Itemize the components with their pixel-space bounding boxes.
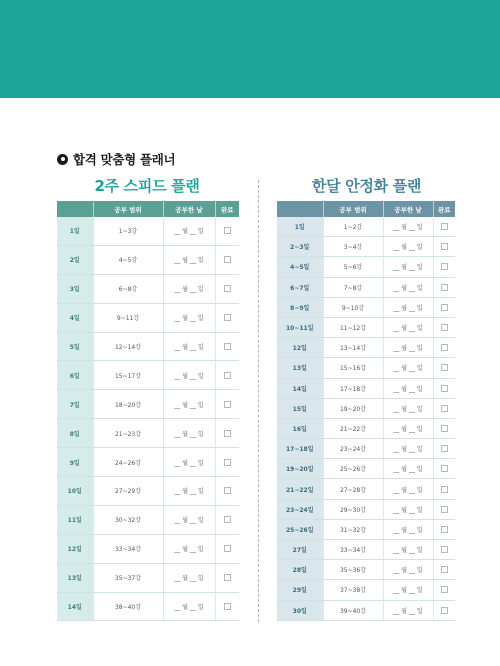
- range-cell: 21~23강: [93, 419, 163, 448]
- table-row: [57, 563, 239, 592]
- table-row: [277, 418, 455, 438]
- done-cell[interactable]: [215, 217, 239, 245]
- day-cell: 2~3일: [277, 237, 323, 257]
- range-cell: 17~18강: [323, 378, 383, 398]
- table-header-row: [277, 201, 455, 217]
- table-row: [277, 519, 455, 539]
- day-cell: 14일: [277, 378, 323, 398]
- table-header-row: [57, 201, 239, 217]
- range-cell: 18~20강: [93, 390, 163, 419]
- completion-checkbox[interactable]: [441, 385, 448, 392]
- completion-checkbox[interactable]: [224, 314, 231, 321]
- date-cell[interactable]: __ 월 __ 일: [383, 317, 433, 337]
- col-done-header: 완료: [215, 201, 239, 217]
- completion-checkbox[interactable]: [224, 430, 231, 437]
- range-cell: 3~4강: [323, 237, 383, 257]
- table-row: [277, 600, 455, 620]
- done-cell[interactable]: [433, 358, 455, 378]
- table-row: [277, 217, 455, 237]
- day-cell: 5일: [57, 332, 93, 361]
- table-row: [277, 398, 455, 418]
- table-row: [277, 338, 455, 358]
- table-row: [277, 499, 455, 519]
- day-cell: 13일: [57, 563, 93, 592]
- completion-checkbox[interactable]: [441, 425, 448, 432]
- completion-checkbox[interactable]: [441, 566, 448, 573]
- day-cell: 29일: [277, 580, 323, 600]
- table-row: [277, 479, 455, 499]
- done-cell[interactable]: [215, 332, 239, 361]
- date-cell[interactable]: __ 월 __ 일: [163, 303, 215, 332]
- completion-checkbox[interactable]: [441, 607, 448, 614]
- done-cell[interactable]: [215, 245, 239, 274]
- date-cell[interactable]: __ 월 __ 일: [383, 600, 433, 620]
- day-cell: 27일: [277, 540, 323, 560]
- done-cell[interactable]: [433, 439, 455, 459]
- date-cell[interactable]: __ 월 __ 일: [163, 505, 215, 534]
- date-cell[interactable]: __ 월 __ 일: [383, 398, 433, 418]
- done-cell[interactable]: [433, 257, 455, 277]
- col-range-header: 공부 범위: [93, 201, 163, 217]
- range-cell: 9~11강: [93, 303, 163, 332]
- col-done-header: 완료: [433, 201, 455, 217]
- completion-checkbox[interactable]: [224, 603, 231, 610]
- table-row: [57, 217, 239, 245]
- range-cell: 33~34강: [323, 540, 383, 560]
- table-row: [57, 534, 239, 563]
- completion-checkbox[interactable]: [441, 506, 448, 513]
- completion-checkbox[interactable]: [224, 487, 231, 494]
- day-cell: 6일: [57, 361, 93, 390]
- completion-checkbox[interactable]: [224, 545, 231, 552]
- day-cell: 23~24일: [277, 499, 323, 519]
- completion-checkbox[interactable]: [441, 405, 448, 412]
- range-cell: 31~32강: [323, 519, 383, 539]
- done-cell[interactable]: [433, 540, 455, 560]
- date-cell[interactable]: __ 월 __ 일: [383, 519, 433, 539]
- completion-checkbox[interactable]: [441, 304, 448, 311]
- range-cell: 35~37강: [93, 563, 163, 592]
- range-cell: 12~14강: [93, 332, 163, 361]
- section-title: 합격 맞춤형 플래너: [73, 152, 176, 167]
- table-row: [277, 378, 455, 398]
- table-row: [57, 505, 239, 534]
- done-cell[interactable]: [215, 592, 239, 621]
- table-row: [277, 237, 455, 257]
- range-cell: 19~20강: [323, 398, 383, 418]
- range-cell: 25~26강: [323, 459, 383, 479]
- done-cell[interactable]: [215, 534, 239, 563]
- table-row: [277, 257, 455, 277]
- done-cell[interactable]: [215, 361, 239, 390]
- done-cell[interactable]: [433, 338, 455, 358]
- range-cell: 6~8강: [93, 274, 163, 303]
- completion-checkbox[interactable]: [441, 223, 448, 230]
- date-cell[interactable]: __ 월 __ 일: [163, 534, 215, 563]
- header-band: [0, 0, 500, 98]
- table-row: [277, 540, 455, 560]
- col-date-header: 공부한 날: [163, 201, 215, 217]
- day-cell: 30일: [277, 600, 323, 620]
- completion-checkbox[interactable]: [441, 445, 448, 452]
- day-cell: 12일: [277, 338, 323, 358]
- completion-checkbox[interactable]: [224, 516, 231, 523]
- day-cell: 28일: [277, 560, 323, 580]
- day-cell: 10~11일: [277, 317, 323, 337]
- completion-checkbox[interactable]: [441, 344, 448, 351]
- day-cell: 8~9일: [277, 297, 323, 317]
- completion-checkbox[interactable]: [224, 285, 231, 292]
- range-cell: 33~34강: [93, 534, 163, 563]
- range-cell: 13~14강: [323, 338, 383, 358]
- done-cell[interactable]: [215, 477, 239, 506]
- done-cell[interactable]: [433, 237, 455, 257]
- table-row: [57, 448, 239, 477]
- range-cell: 27~28강: [323, 479, 383, 499]
- date-cell[interactable]: __ 월 __ 일: [383, 217, 433, 237]
- range-cell: 39~40강: [323, 600, 383, 620]
- table-row: [57, 361, 239, 390]
- done-cell[interactable]: [215, 390, 239, 419]
- done-cell[interactable]: [433, 317, 455, 337]
- done-cell[interactable]: [433, 418, 455, 438]
- table-row: [57, 332, 239, 361]
- done-cell[interactable]: [215, 274, 239, 303]
- day-cell: 9일: [57, 448, 93, 477]
- table-row: [57, 477, 239, 506]
- date-cell[interactable]: __ 월 __ 일: [163, 245, 215, 274]
- col-day-header: [277, 201, 323, 217]
- day-cell: 19~20일: [277, 459, 323, 479]
- range-cell: 15~17강: [93, 361, 163, 390]
- col-date-header: 공부한 날: [383, 201, 433, 217]
- range-cell: 29~30강: [323, 499, 383, 519]
- two-week-plan-table: [57, 201, 239, 621]
- done-cell[interactable]: [433, 277, 455, 297]
- day-cell: 2일: [57, 245, 93, 274]
- day-cell: 21~22일: [277, 479, 323, 499]
- done-cell[interactable]: [215, 505, 239, 534]
- section-heading: [57, 150, 175, 168]
- col-range-header: 공부 범위: [323, 201, 383, 217]
- date-cell[interactable]: __ 월 __ 일: [383, 499, 433, 519]
- completion-checkbox[interactable]: [441, 526, 448, 533]
- done-cell[interactable]: [433, 398, 455, 418]
- day-cell: 7일: [57, 390, 93, 419]
- table-row: [277, 459, 455, 479]
- done-cell[interactable]: [215, 448, 239, 477]
- table-row: [57, 419, 239, 448]
- range-cell: 1~3강: [93, 217, 163, 245]
- completion-checkbox[interactable]: [441, 486, 448, 493]
- date-cell[interactable]: __ 월 __ 일: [383, 338, 433, 358]
- date-cell[interactable]: __ 월 __ 일: [383, 378, 433, 398]
- day-cell: 6~7일: [277, 277, 323, 297]
- completion-checkbox[interactable]: [224, 372, 231, 379]
- range-cell: 30~32강: [93, 505, 163, 534]
- completion-checkbox[interactable]: [224, 227, 231, 234]
- table-row: [57, 390, 239, 419]
- done-cell[interactable]: [433, 378, 455, 398]
- completion-checkbox[interactable]: [441, 324, 448, 331]
- range-cell: 35~36강: [323, 560, 383, 580]
- done-cell[interactable]: [433, 499, 455, 519]
- range-cell: 5~6강: [323, 257, 383, 277]
- day-cell: 10일: [57, 477, 93, 506]
- completion-checkbox[interactable]: [441, 263, 448, 270]
- table-row: [277, 317, 455, 337]
- day-cell: 8일: [57, 419, 93, 448]
- completion-checkbox[interactable]: [441, 364, 448, 371]
- day-cell: 15일: [277, 398, 323, 418]
- range-cell: 37~38강: [323, 580, 383, 600]
- dashed-divider: [258, 180, 259, 622]
- range-cell: 27~29강: [93, 477, 163, 506]
- day-cell: 11일: [57, 505, 93, 534]
- date-cell[interactable]: __ 월 __ 일: [383, 459, 433, 479]
- done-cell[interactable]: [433, 519, 455, 539]
- range-cell: 11~12강: [323, 317, 383, 337]
- table-row: [57, 274, 239, 303]
- done-cell[interactable]: [215, 303, 239, 332]
- day-cell: 3일: [57, 274, 93, 303]
- date-cell[interactable]: __ 월 __ 일: [383, 540, 433, 560]
- date-cell[interactable]: __ 월 __ 일: [163, 563, 215, 592]
- table-row: [277, 358, 455, 378]
- done-cell[interactable]: [433, 459, 455, 479]
- done-cell[interactable]: [433, 580, 455, 600]
- table-row: [57, 245, 239, 274]
- date-cell[interactable]: __ 월 __ 일: [383, 439, 433, 459]
- done-cell[interactable]: [215, 419, 239, 448]
- day-cell: 16일: [277, 418, 323, 438]
- day-cell: 4~5일: [277, 257, 323, 277]
- completion-checkbox[interactable]: [441, 243, 448, 250]
- day-cell: 1일: [57, 217, 93, 245]
- completion-checkbox[interactable]: [224, 574, 231, 581]
- date-cell[interactable]: __ 월 __ 일: [383, 277, 433, 297]
- date-cell[interactable]: __ 월 __ 일: [383, 257, 433, 277]
- date-cell[interactable]: __ 월 __ 일: [383, 479, 433, 499]
- one-month-plan-table: [277, 201, 455, 621]
- date-cell[interactable]: __ 월 __ 일: [383, 418, 433, 438]
- done-cell[interactable]: [433, 297, 455, 317]
- table-row: [57, 303, 239, 332]
- day-cell: 25~26일: [277, 519, 323, 539]
- date-cell[interactable]: __ 월 __ 일: [163, 592, 215, 621]
- range-cell: 15~16강: [323, 358, 383, 378]
- day-cell: 1일: [277, 217, 323, 237]
- date-cell[interactable]: __ 월 __ 일: [383, 358, 433, 378]
- range-cell: 4~5강: [93, 245, 163, 274]
- done-cell[interactable]: [433, 217, 455, 237]
- table-row: [277, 439, 455, 459]
- done-cell[interactable]: [215, 563, 239, 592]
- done-cell[interactable]: [433, 479, 455, 499]
- table-row: [277, 277, 455, 297]
- completion-checkbox[interactable]: [224, 343, 231, 350]
- day-cell: 13일: [277, 358, 323, 378]
- completion-checkbox[interactable]: [441, 465, 448, 472]
- range-cell: 9~10강: [323, 297, 383, 317]
- table-row: [277, 297, 455, 317]
- date-cell[interactable]: __ 월 __ 일: [383, 580, 433, 600]
- day-cell: 14일: [57, 592, 93, 621]
- date-cell[interactable]: __ 월 __ 일: [163, 274, 215, 303]
- date-cell[interactable]: __ 월 __ 일: [163, 448, 215, 477]
- date-cell[interactable]: __ 월 __ 일: [383, 237, 433, 257]
- date-cell[interactable]: __ 월 __ 일: [163, 361, 215, 390]
- date-cell[interactable]: __ 월 __ 일: [163, 477, 215, 506]
- range-cell: 7~8강: [323, 277, 383, 297]
- col-day-header: [57, 201, 93, 217]
- done-cell[interactable]: [433, 600, 455, 620]
- completion-checkbox[interactable]: [441, 586, 448, 593]
- plan-title-one-month: 한달 안정화 플랜: [311, 177, 422, 195]
- range-cell: 1~2강: [323, 217, 383, 237]
- range-cell: 38~40강: [93, 592, 163, 621]
- table-row: [277, 580, 455, 600]
- range-cell: 24~26강: [93, 448, 163, 477]
- completion-checkbox[interactable]: [441, 546, 448, 553]
- completion-checkbox[interactable]: [441, 284, 448, 291]
- range-cell: 23~24강: [323, 439, 383, 459]
- date-cell[interactable]: __ 월 __ 일: [383, 297, 433, 317]
- day-cell: 17~18일: [277, 439, 323, 459]
- table-row: [57, 592, 239, 621]
- table-row: [277, 560, 455, 580]
- plan-title-two-week: 2주 스피드 플랜: [94, 177, 200, 195]
- done-cell[interactable]: [433, 560, 455, 580]
- date-cell[interactable]: __ 월 __ 일: [383, 560, 433, 580]
- bullet-icon: [57, 154, 68, 165]
- range-cell: 21~22강: [323, 418, 383, 438]
- completion-checkbox[interactable]: [224, 256, 231, 263]
- day-cell: 12일: [57, 534, 93, 563]
- completion-checkbox[interactable]: [224, 401, 231, 408]
- date-cell[interactable]: __ 월 __ 일: [163, 390, 215, 419]
- date-cell[interactable]: __ 월 __ 일: [163, 332, 215, 361]
- date-cell[interactable]: __ 월 __ 일: [163, 217, 215, 245]
- date-cell[interactable]: __ 월 __ 일: [163, 419, 215, 448]
- day-cell: 4일: [57, 303, 93, 332]
- completion-checkbox[interactable]: [224, 459, 231, 466]
